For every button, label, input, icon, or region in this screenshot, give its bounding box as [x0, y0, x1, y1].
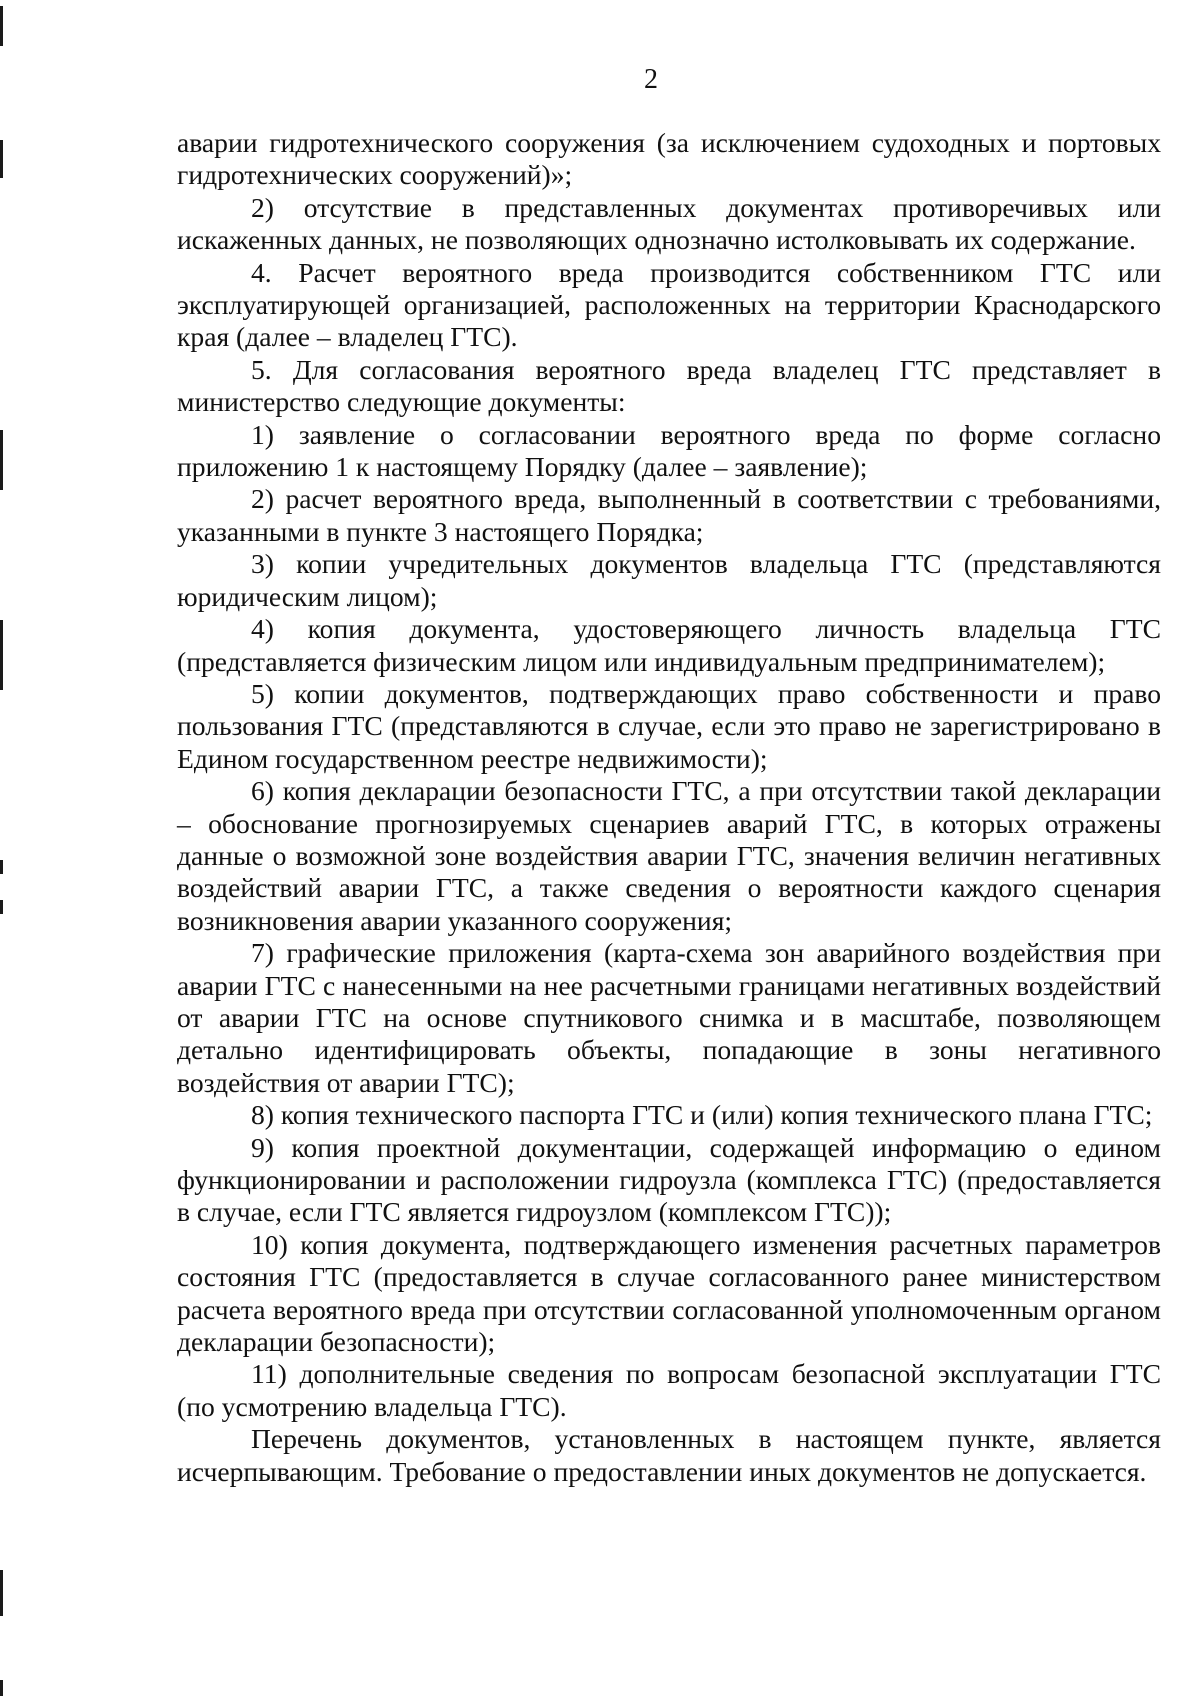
paragraph: аварии гидротехнического сооружения (за исключением судоходных и портовых гидротехнических сооружений)»; [177, 127, 1161, 191]
list-item: 3) копии учредительных документов владельца ГТС (представляются юридическим лицом); [177, 548, 1161, 612]
list-item: 7) графические приложения (карта-схема зон аварийного воздействия при аварии ГТС с нанесенными на нее расчетными границами негативных воздействий от аварии ГТС на основе спутникового снимка и в масштабе, позволяющем детально идентифицировать объекты, попадающие в зоны негативного воздействия от аварии ГТС); [177, 937, 1161, 1098]
list-item: 9) копия проектной документации, содержащей информацию о едином функционировании и расположении гидроузла (комплекса ГТС) (предоставляется в случае, если ГТС является гидроузлом (комплексом ГТС)); [177, 1131, 1161, 1228]
list-item: 4) копия документа, удостоверяющего личность владельца ГТС (представляется физическим лицом или индивидуальным предпринимателем); [177, 613, 1161, 677]
paragraph: 2) отсутствие в представленных документах противоречивых или искаженных данных, не позволяющих однозначно истолковывать их содержание. [177, 191, 1161, 256]
page-number: 2 [644, 64, 658, 95]
document-body [177, 127, 1161, 1488]
scan-artifact [0, 900, 3, 914]
paragraph: Перечень документов, установленных в настоящем пункте, является исчерпывающим. Требование о предоставлении иных документов не допускается. [177, 1423, 1161, 1487]
scan-artifact [0, 860, 3, 874]
paragraph: 5. Для согласования вероятного вреда владелец ГТС представляет в министерство следующие документы: [177, 353, 1161, 418]
paragraph: 4. Расчет вероятного вреда производится собственником ГТС или эксплуатирующей организацией, расположенных на территории Краснодарского края (далее – владелец ГТС). [177, 256, 1161, 353]
scan-artifact [0, 1570, 3, 1616]
list-item: 8) копия технического паспорта ГТС и (или) копия технического плана ГТС; [251, 1099, 1153, 1131]
scan-artifact [0, 620, 3, 690]
list-item: 11) дополнительные сведения по вопросам безопасной эксплуатации ГТС (по усмотрению владельца ГТС). [177, 1358, 1161, 1422]
list-item: 10) копия документа, подтверждающего изменения расчетных параметров состояния ГТС (предоставляется в случае согласованного ранее министерством расчета вероятного вреда при отсутствии согласованной уполномоченным органом декларации безопасности); [177, 1228, 1161, 1358]
scan-artifact [0, 140, 3, 178]
scan-artifact [0, 1680, 3, 1696]
scan-artifact [0, 430, 3, 490]
list-item: 1) заявление о согласовании вероятного вреда по форме согласно приложению 1 к настоящему Порядку (далее – заявление); [177, 418, 1161, 483]
list-item: 6) копия декларации безопасности ГТС, а при отсутствии такой декларации – обоснование прогнозируемых сценариев аварий ГТС, в которых отражены данные о возможной зоне воздействия аварии ГТС, значения величин негативных воздействий аварии ГТС, а также сведения о вероятности каждого сценария возникновения аварии указанного сооружения; [177, 775, 1161, 936]
list-item: 5) копии документов, подтверждающих право собственности и право пользования ГТС (представляются в случае, если это право не зарегистрировано в Едином государственном реестре недвижимости); [177, 677, 1161, 774]
scan-artifact [0, 6, 3, 46]
list-item: 2) расчет вероятного вреда, выполненный в соответствии с требованиями, указанными в пункте 3 настоящего Порядка; [177, 483, 1161, 547]
